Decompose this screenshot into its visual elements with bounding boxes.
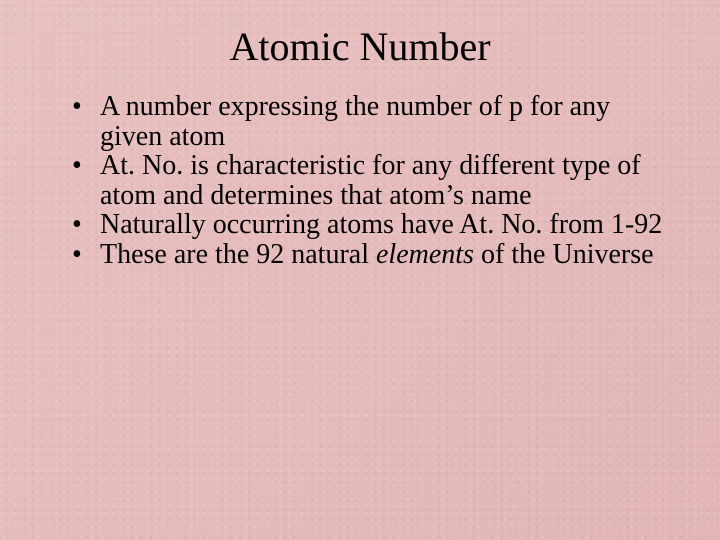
bullet-text: Naturally occurring atoms have At. No. from 1-92: [100, 209, 663, 240]
bullet-item-1: [72, 92, 672, 151]
bullet-item-2: [72, 151, 672, 210]
bullet-icon: •: [72, 150, 82, 181]
bullet-icon: •: [72, 209, 82, 240]
slide-title: Atomic Number: [229, 24, 491, 69]
bullet-icon: •: [72, 238, 82, 270]
bullet-item-4: [72, 240, 672, 270]
bullet-text-after: of the Universe: [473, 238, 654, 270]
bullet-text-emphasis: elements: [375, 238, 474, 270]
bullet-text: A number expressing the number of p for any given atom: [100, 91, 611, 152]
bullet-icon: •: [72, 91, 82, 122]
bullet-text-before: These are the 92 natural: [100, 238, 376, 270]
bullet-list: [72, 92, 672, 269]
bullet-text: At. No. is characteristic for any different type of atom and determines that atom’s name: [100, 150, 641, 211]
bullet-text: [100, 239, 654, 270]
bullet-item-3: [72, 210, 672, 240]
